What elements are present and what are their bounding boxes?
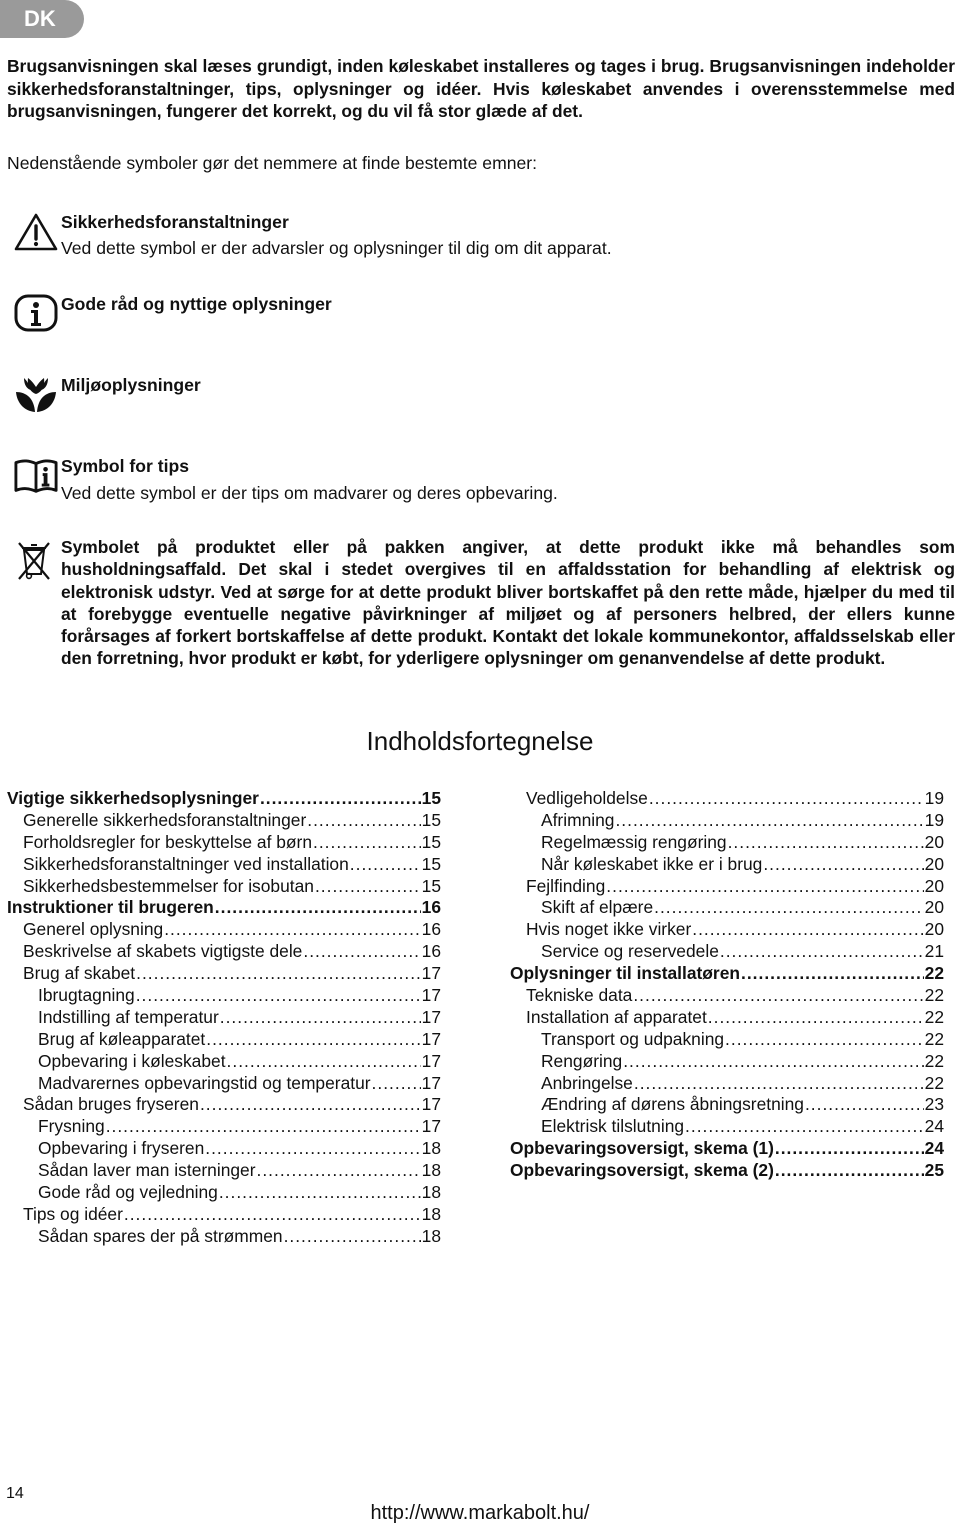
toc-entry [510,876,944,898]
toc-leader-dots [615,810,923,831]
toc-entry-page: 22 [924,1072,944,1093]
toc-leader-dots [720,941,924,962]
page-number: 14 [6,1485,24,1502]
toc-entry-text: Tips og idéer [23,1203,123,1224]
toc-entry-page: 22 [924,963,944,984]
toc-entry [510,941,944,963]
toc-entry [7,1073,441,1095]
toc-entry [510,985,944,1007]
toc-entry-text: Sikkerhedsbestemmelser for isobutan [23,875,314,896]
toc-entry-text: Transport og udpakning [541,1028,725,1049]
toc-leader-dots [741,963,924,984]
toc-entry-text: Brug af skabet [23,963,136,984]
toc-entry [7,788,441,810]
toc-leader-dots [200,1094,421,1115]
toc-entry-text: Sådan laver man isterninger [38,1160,256,1181]
toc-entry-page: 22 [924,1028,944,1049]
toc-entry-page: 17 [421,1006,441,1027]
toc-leader-dots [284,1226,421,1247]
toc-entry-text: Når køleskabet ikke er i brug [541,853,763,874]
toc-leader-dots [219,1182,421,1203]
toc-leader-dots [775,1138,924,1159]
toc-leader-dots [136,985,421,1006]
toc-entry [7,1204,441,1226]
toc-entry-text: Beskrivelse af skabets vigtigste dele [23,941,303,962]
toc-entry-page: 20 [924,875,944,896]
toc-entry-text: Frysning [38,1116,105,1137]
toc-entry-page: 16 [421,897,441,918]
info-symbol-title: Gode råd og nyttige oplysninger [61,294,332,314]
toc-entry-text: Regelmæssig rengøring [541,831,727,852]
toc-title: Indholdsfortegnelse [366,726,594,756]
toc-entry [510,1160,944,1182]
toc-leader-dots [307,810,420,831]
toc-entry-text: Sikkerhedsforanstaltninger ved installation [23,853,349,874]
toc-entry [7,1182,441,1204]
toc-leader-dots [633,985,923,1006]
language-badge: DK [0,0,84,38]
toc-entry [510,1073,944,1095]
toc-entry-page: 24 [924,1116,944,1137]
toc-entry-page: 22 [924,1050,944,1071]
toc-entry-page: 17 [421,1116,441,1137]
toc-entry-page: 24 [924,1138,944,1159]
toc-entry-text: Oplysninger til installatøren [510,963,740,984]
toc-entry-text: Madvarernes opbevaringstid og temperatur [38,1072,371,1093]
tips-symbol-title: Symbol for tips [61,456,190,476]
toc-leader-dots [124,1204,421,1225]
toc-leader-dots [215,897,421,918]
warning-triangle-icon [14,212,58,252]
toc-entry-text: Opbevaringsoversigt, skema (1) [510,1138,774,1159]
toc-entry-text: Opbevaringsoversigt, skema (2) [510,1160,774,1181]
toc-entry [510,1094,944,1116]
toc-entry [7,941,441,963]
toc-entry [7,963,441,985]
safety-symbol-desc: Ved dette symbol er der advarsler og oplysninger til dig om dit apparat. [61,238,612,258]
safety-symbol-title: Sikkerhedsforanstaltninger [61,212,289,232]
toc-leader-dots [350,854,421,875]
toc-leader-dots [634,1073,924,1094]
toc-leader-dots [257,1160,421,1181]
toc-entry-page: 18 [421,1225,441,1246]
toc-entry-page: 21 [924,941,944,962]
toc-entry-text: Rengøring [541,1050,623,1071]
toc-entry-page: 17 [421,1050,441,1071]
symbols-lead-text: Nedenstående symboler gør det nemmere at finde bestemte emner: [7,153,538,173]
toc-entry-page: 17 [421,985,441,1006]
toc-leader-dots [303,941,420,962]
toc-entry [7,1226,441,1248]
toc-leader-dots [805,1094,924,1115]
toc-entry [7,832,441,854]
toc-entry [510,897,944,919]
toc-entry [7,1051,441,1073]
toc-entry-text: Vigtige sikkerhedsoplysninger [7,788,259,808]
toc-entry-text: Anbringelse [541,1072,633,1093]
toc-entry-page: 19 [924,809,944,830]
toc-entry [7,1160,441,1182]
toc-entry-page: 17 [421,1094,441,1115]
toc-entry-page: 17 [421,963,441,984]
toc-right-column [510,788,944,1182]
tips-symbol-desc: Ved dette symbol er der tips om madvarer og deres opbevaring. [61,483,558,503]
toc-leader-dots [763,854,923,875]
toc-leader-dots [227,1051,421,1072]
toc-entry [7,876,441,898]
toc-entry-text: Generelle sikkerhedsforanstaltninger [23,809,307,830]
toc-leader-dots [685,1116,924,1137]
toc-entry [510,1116,944,1138]
toc-entry-page: 20 [924,831,944,852]
toc-entry-text: Forholdsregler for beskyttelse af børn [23,831,313,852]
toc-leader-dots [164,919,420,940]
toc-entry-page: 15 [421,809,441,830]
toc-entry [7,985,441,1007]
toc-entry-page: 18 [421,1203,441,1224]
toc-entry-text: Indstilling af temperatur [38,1006,219,1027]
toc-entry [7,897,441,919]
toc-entry-page: 23 [924,1094,944,1115]
toc-entry-text: Sådan spares der på strømmen [38,1225,283,1246]
toc-entry [510,919,944,941]
toc-entry [510,1138,944,1160]
toc-entry-text: Generel oplysning [23,919,164,940]
toc-entry-text: Service og reservedele [541,941,719,962]
toc-entry [510,788,944,810]
toc-leader-dots [220,1007,421,1028]
toc-entry-page: 15 [421,875,441,896]
toc-entry-text: Skift af elpære [541,897,654,918]
toc-entry-text: Brug af køleapparatet [38,1028,206,1049]
toc-entry-text: Vedligeholdelse [526,788,648,808]
toc-leader-dots [708,1007,924,1028]
toc-leader-dots [206,1029,420,1050]
info-icon [14,292,58,334]
toc-entry [7,1138,441,1160]
toc-leader-dots [260,788,421,809]
toc-entry-page: 20 [924,919,944,940]
toc-entry-page: 16 [421,919,441,940]
toc-leader-dots [606,876,923,897]
toc-entry [510,1029,944,1051]
toc-left-column [7,788,441,1248]
toc-leader-dots [313,832,421,853]
toc-entry-page: 17 [421,1028,441,1049]
toc-entry [7,1007,441,1029]
toc-entry-page: 15 [421,853,441,874]
toc-entry [510,810,944,832]
toc-entry-page: 22 [924,985,944,1006]
toc-entry-page: 16 [421,941,441,962]
environment-flower-icon [14,372,58,414]
toc-entry-text: Gode råd og vejledning [38,1182,218,1203]
toc-entry [7,810,441,832]
toc-entry [510,1051,944,1073]
toc-entry-text: Elektrisk tilslutning [541,1116,685,1137]
toc-entry-page: 20 [924,897,944,918]
toc-entry-text: Installation af apparatet [526,1006,707,1027]
toc-entry-text: Ibrugtagning [38,985,135,1006]
toc-entry-page: 20 [924,853,944,874]
toc-entry-text: Afrimning [541,809,615,830]
toc-leader-dots [623,1051,923,1072]
toc-entry [510,963,944,985]
toc-entry-text: Ændring af dørens åbningsretning [541,1094,804,1115]
intro-paragraph: Brugsanvisningen skal læses grundigt, inden køleskabet installeres og tages i brug. Brugsanvisningen indeholder sikkerhedsforanstaltninger, tips, oplysninger og idéer. Hvis køleskabet anvendes i overensstemmelse med brugsanvisningen, fungerer det korrekt, og du vil få stor glæde af det. [7,56,955,121]
toc-leader-dots [725,1029,924,1050]
toc-entry-page: 15 [421,831,441,852]
toc-entry [7,1094,441,1116]
toc-entry-page: 18 [421,1182,441,1203]
toc-entry [7,854,441,876]
toc-entry-text: Hvis noget ikke virker [526,919,692,940]
toc-leader-dots [136,963,421,984]
toc-leader-dots [315,876,421,897]
toc-entry [510,1007,944,1029]
toc-entry-text: Instruktioner til brugeren [7,897,214,918]
crossed-bin-icon [16,540,52,582]
toc-entry [510,832,944,854]
toc-entry [7,1116,441,1138]
toc-entry-page: 19 [924,788,944,808]
environment-symbol-title: Miljøoplysninger [61,375,201,395]
toc-leader-dots [649,788,924,809]
footer-url: http://www.markabolt.hu/ [370,1502,590,1524]
toc-entry [7,919,441,941]
toc-entry-text: Tekniske data [526,985,633,1006]
toc-entry-text: Sådan bruges fryseren [23,1094,199,1115]
toc-entry-text: Fejlfinding [526,875,606,896]
toc-entry-page: 22 [924,1006,944,1027]
toc-leader-dots [728,832,924,853]
toc-entry [510,854,944,876]
weee-disposal-text: Symbolet på produktet eller på pakken angiver, at dette produkt ikke må behandles som husholdningsaffald. Det skal i stedet overgives til en affaldsstation for behandling af elektrisk og elektronisk udstyr. Ved at sørge for at dette produkt bliver bortskaffet på den rette måde, hjælper du med til at forebygge eventuelle negative påvirkninger af miljøet og af personers helbred, der ellers kunne forårsages af forkert bortskaffelse af dette produkt. Kontakt det lokale kommunekontor, affaldsselskab eller den forretning, hvor produkt er købt, for yderligere oplysninger om genanvendelse af dette produkt. [61,537,955,669]
toc-entry-text: Opbevaring i fryseren [38,1138,205,1159]
toc-leader-dots [372,1073,421,1094]
toc-leader-dots [692,919,923,940]
toc-entry-page: 25 [924,1160,944,1181]
toc-entry-page: 18 [421,1160,441,1181]
toc-leader-dots [106,1116,421,1137]
toc-entry-page: 17 [421,1072,441,1093]
toc-entry-text: Opbevaring i køleskabet [38,1050,226,1071]
toc-leader-dots [654,897,924,918]
toc-entry-page: 15 [421,788,441,808]
toc-entry [7,1029,441,1051]
toc-leader-dots [205,1138,420,1159]
toc-entry-page: 18 [421,1138,441,1159]
book-info-icon [14,456,58,496]
toc-leader-dots [775,1160,924,1181]
